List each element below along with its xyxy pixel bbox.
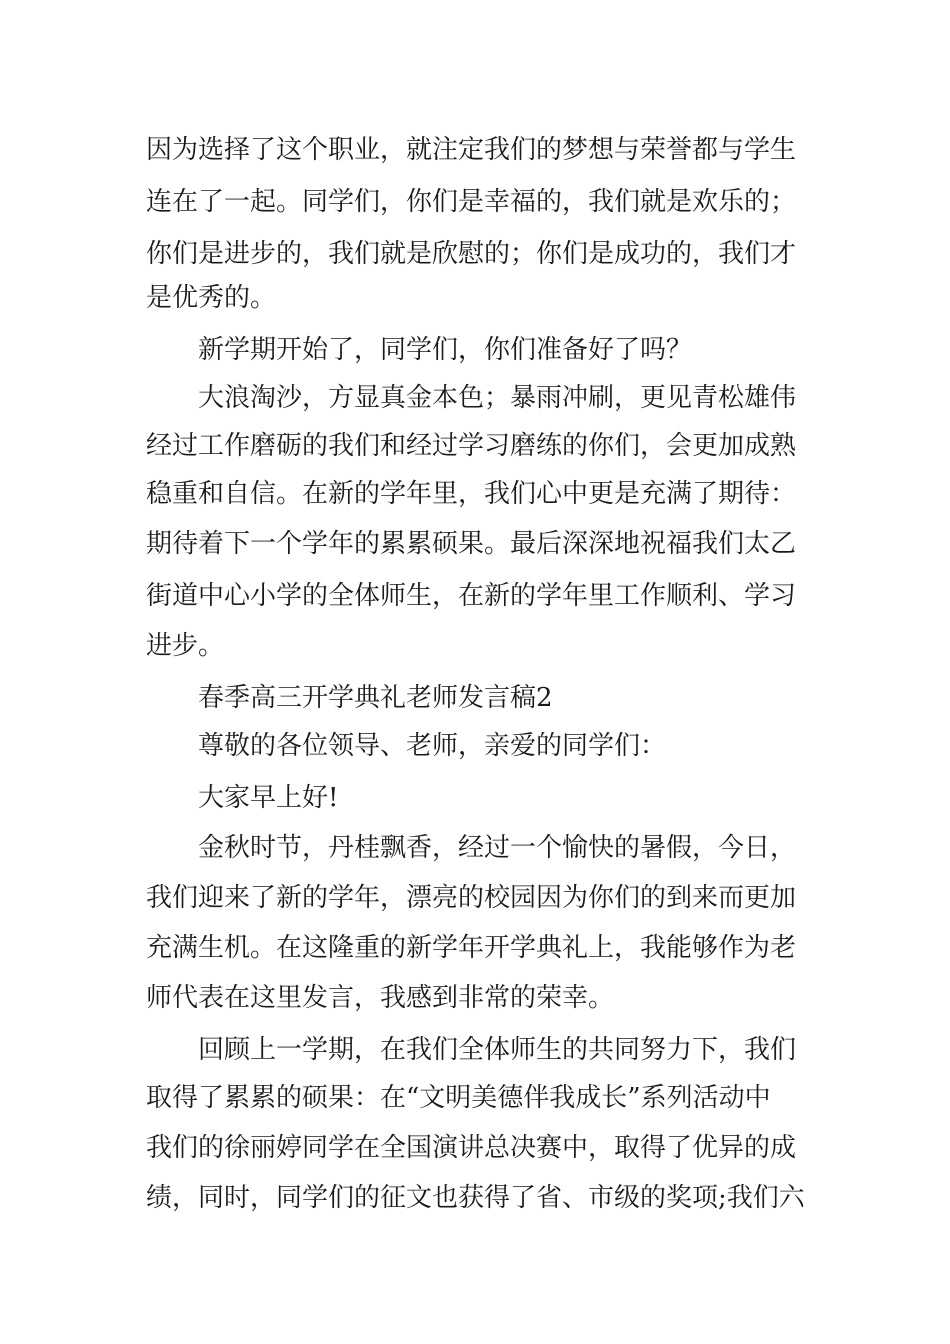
greeting: 大家早上好! [198,783,339,813]
text-line-19: 回顾上一学期，在我们全体师生的共同努力下，我们 [198,1035,797,1065]
text-line-9: 期待着下一个学年的累累硕果。最后深深地祝福我们太乙 [146,529,797,559]
text-line-5: 新学期开始了，同学们，你们准备好了吗？ [198,335,693,365]
text-line-22: 绩，同时，同学们的征文也获得了省、市级的奖项;我们六 [146,1183,805,1213]
text-line-21: 我们的徐丽婷同学在全国演讲总决赛中，取得了优异的成 [146,1133,797,1163]
text-line-3: 你们是进步的，我们就是欣慰的；你们是成功的，我们才 [146,239,797,269]
text-line-16: 我们迎来了新的学年，漂亮的校园因为你们的到来而更加 [146,883,797,913]
text-line-15: 金秋时节，丹桂飘香，经过一个愉快的暑假，今日， [198,833,797,863]
text-line-1: 因为选择了这个职业，就注定我们的梦想与荣誉都与学生 [146,135,797,165]
text-line-17: 充满生机。在这隆重的新学年开学典礼上，我能够作为老 [146,933,797,963]
text-line-10: 街道中心小学的全体师生，在新的学年里工作顺利、学习 [146,581,797,611]
text-line-8: 稳重和自信。在新的学年里，我们心中更是充满了期待： [146,479,797,509]
text-line-6: 大浪淘沙，方显真金本色；暴雨冲刷，更见青松雄伟 [198,383,797,413]
text-line-2: 连在了一起。同学们，你们是幸福的，我们就是欢乐的； [146,187,797,217]
text-line-20: 取得了累累的硕果：在“文明美德伴我成长”系列活动中 [146,1083,771,1113]
section-heading: 春季高三开学典礼老师发言稿2 [198,683,553,713]
salutation: 尊敬的各位领导、老师，亲爱的同学们： [198,731,667,761]
text-line-7: 经过工作磨砺的我们和经过学习磨练的你们，会更加成熟 [146,431,797,461]
text-line-11: 进步。 [146,631,225,661]
text-line-4: 是优秀的。 [146,283,277,313]
text-line-18: 师代表在这里发言，我感到非常的荣幸。 [146,983,615,1013]
